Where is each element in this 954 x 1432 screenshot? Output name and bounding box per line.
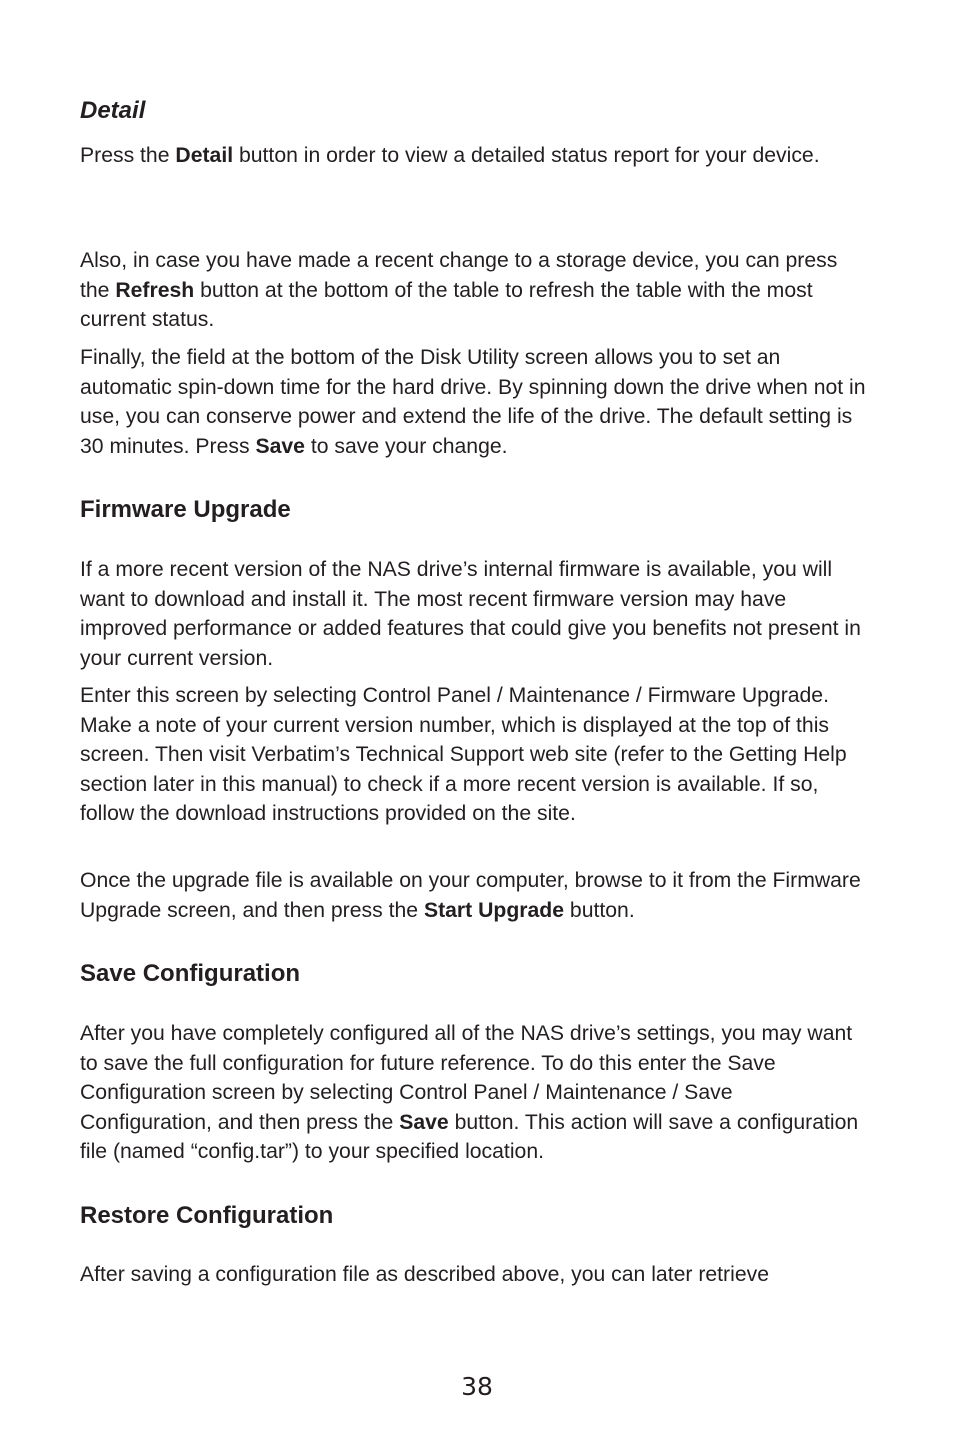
detail-heading: Detail [80, 97, 146, 124]
save-button-name: Save [399, 1110, 449, 1134]
save-configuration-paragraph [80, 1019, 870, 1167]
firmware-paragraph-3 [80, 866, 870, 925]
text-run: button. [564, 898, 635, 922]
restore-configuration-heading: Restore Configuration [80, 1202, 334, 1229]
start-upgrade-button-name: Start Upgrade [423, 898, 565, 922]
text-run: button. This action will save a configuration file (named “config.tar”) to your specified location. [80, 1110, 859, 1163]
text-run: After you have completely configured all of the NAS drive’s settings, you may want to save the full configuration for future reference. To do this enter the Save Configuration screen by selecting Control Panel / Maintenance / Save Configuration, and then press the [80, 1022, 853, 1134]
firmware-upgrade-heading: Firmware Upgrade [80, 496, 291, 523]
firmware-paragraph-1: If a more recent version of the NAS drive’s internal firmware is available, you will want to download and install it. The most recent firmware version may have improved performance or added features that could give you benefits not present in your current version. [80, 558, 861, 670]
save-button-name: Save [255, 434, 305, 458]
detail-paragraph-2 [80, 246, 870, 335]
text-run: Once the upgrade file is available on your computer, browse to it from the Firmware Upgrade screen, and then press the [80, 869, 861, 922]
detail-paragraph-1 [80, 141, 870, 171]
detail-paragraph-3 [80, 343, 870, 461]
text-run: Press the [80, 144, 176, 167]
text-run: Finally, the field at the bottom of the Disk Utility screen allows you to set an automatic spin-down time for the hard drive. By spinning down the drive when not in use, you can conserve power and extend the life of the drive. The default setting is 30 minutes. Press [80, 346, 866, 458]
detail-button-name: Detail [175, 144, 234, 167]
text-run: button at the bottom of the table to refresh the table with the most current status. [80, 278, 813, 331]
firmware-paragraph-2: Enter this screen by selecting Control Panel / Maintenance / Firmware Upgrade. Make a note of your current version number, which is displayed at the top of this screen. Then visit Verbatim’s Technical Support web site (refer to the Getting Help section later in this manual) to check if a more recent version is available. If so, follow the download instructions provided on the site. [80, 684, 847, 825]
text-run: Also, in case you have made a recent change to a storage device, you can press the [80, 249, 838, 302]
text-run: to save your change. [304, 434, 508, 458]
page-number: 38 [461, 1372, 493, 1401]
refresh-button-name: Refresh [115, 278, 195, 302]
restore-configuration-paragraph: After saving a configuration file as described above, you can later retrieve [80, 1263, 769, 1286]
text-run: button in order to view a detailed status report for your device. [233, 144, 820, 167]
save-configuration-heading: Save Configuration [80, 960, 301, 987]
